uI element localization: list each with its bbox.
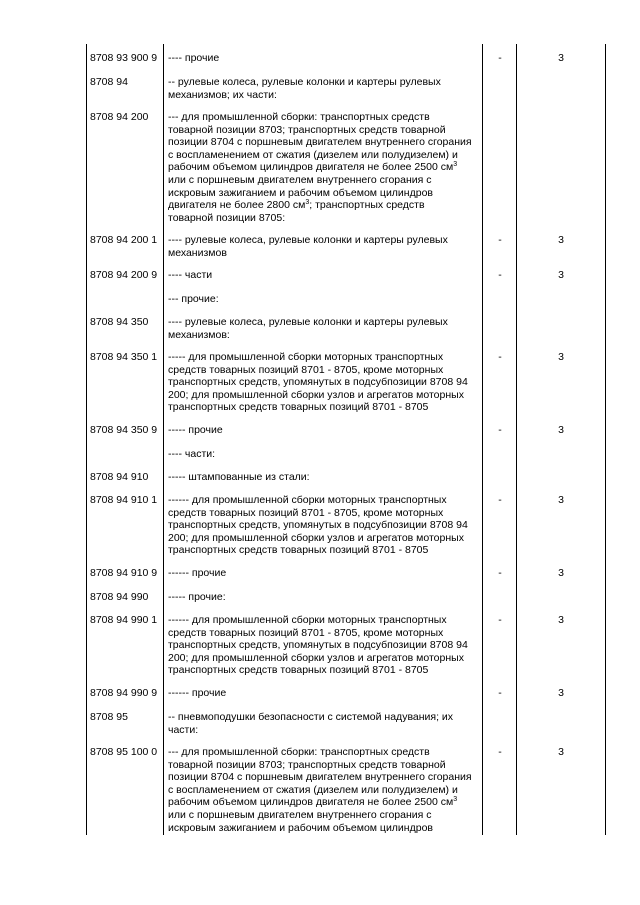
description-line: средств товарных позиций 8701 - 8705, кроме моторных <box>168 626 444 639</box>
description-line: двигателя не более 2800 $см^3$; транспортных средств <box>168 199 425 212</box>
row-description <box>168 494 480 557</box>
row-code: 8708 94 910 9 <box>90 567 158 579</box>
description-line: ---- рулевые колеса, рулевые колонки и картеры рулевых <box>168 316 448 328</box>
row-description <box>168 424 480 437</box>
row-column-3: - <box>498 614 502 626</box>
row-column-4: 3 <box>558 269 564 281</box>
description-line: ----- штампованные из стали: <box>168 471 310 483</box>
description-line: части: <box>168 723 199 736</box>
description-line: 200; для промышленной сборки узлов и агрегатов моторных <box>168 531 464 544</box>
row-description <box>168 591 480 604</box>
description-line: ------ прочие <box>168 687 227 699</box>
row-description <box>168 687 480 700</box>
row-column-4: 3 <box>558 614 564 626</box>
row-description <box>168 567 480 580</box>
row-column-3: - <box>498 269 502 281</box>
row-column-4: 3 <box>558 52 564 64</box>
row-column-4: 3 <box>558 494 564 506</box>
row-code: 8708 94 990 1 <box>90 614 158 626</box>
row-code: 8708 94 350 1 <box>90 351 158 363</box>
description-line: транспортных средств, упомянутых в подсубпозиции 8708 94 <box>168 639 468 652</box>
description-line: транспортных средств, упомянутых в подсубпозиции 8708 94 <box>168 376 468 389</box>
description-line: или с поршневым двигателем внутреннего сгорания с <box>168 173 432 186</box>
description-line: позиции 8704 с поршневым двигателем внутреннего сгорания <box>168 136 472 149</box>
description-line: -- рулевые колеса, рулевые колонки и картеры рулевых <box>168 76 441 88</box>
description-line: --- для промышленной сборки: транспортных средств <box>168 111 430 123</box>
description-line: искровым зажиганием и рабочим объемом цилиндров <box>168 821 433 834</box>
row-description <box>168 711 480 736</box>
row-column-4: 3 <box>558 746 564 758</box>
row-code: 8708 94 <box>90 76 128 88</box>
description-line: механизмов; их части: <box>168 88 277 101</box>
description-line: 200; для промышленной сборки узлов и агрегатов моторных <box>168 651 464 664</box>
description-line: с воспламенением от сжатия (дизелем или полудизелем) и <box>168 783 458 796</box>
row-code: 8708 94 350 <box>90 316 149 328</box>
row-column-3: - <box>498 494 502 506</box>
row-column-4: 3 <box>558 424 564 436</box>
description-line: 200; для промышленной сборки узлов и агрегатов моторных <box>168 388 464 401</box>
description-line: ------ для промышленной сборки моторных транспортных <box>168 614 447 626</box>
column-divider <box>163 44 164 835</box>
description-line: механизмов <box>168 246 227 259</box>
row-description <box>168 746 480 834</box>
description-line: ----- прочие <box>168 424 223 436</box>
description-line: или с поршневым двигателем внутреннего сгорания с <box>168 808 432 821</box>
row-column-3: - <box>498 234 502 246</box>
description-line: -- пневмоподушки безопасности с системой надувания; их <box>168 711 454 723</box>
description-line: искровым зажиганием и рабочим объемом цилиндров <box>168 186 433 199</box>
row-code: 8708 95 <box>90 711 128 723</box>
description-line: --- для промышленной сборки: транспортных средств <box>168 746 430 758</box>
description-line: транспортных средств товарных позиций 8701 - 8705 <box>168 401 429 414</box>
row-description <box>168 614 480 677</box>
description-line: товарной позиции 8703; транспортных средств товарной <box>168 758 446 771</box>
row-description <box>168 351 480 414</box>
column-divider <box>605 44 606 835</box>
description-line: ------ для промышленной сборки моторных транспортных <box>168 494 447 506</box>
description-line: транспортных средств, упомянутых в подсубпозиции 8708 94 <box>168 519 468 532</box>
row-column-3: - <box>498 687 502 699</box>
description-line: средств товарных позиций 8701 - 8705, кроме моторных <box>168 363 444 376</box>
row-description <box>168 269 480 282</box>
row-column-4: 3 <box>558 687 564 699</box>
row-column-4: 3 <box>558 234 564 246</box>
description-line: ---- части <box>168 269 213 281</box>
row-description <box>168 471 480 484</box>
row-description <box>168 76 480 101</box>
description-line: транспортных средств товарных позиций 8701 - 8705 <box>168 664 429 677</box>
description-line: средств товарных позиций 8701 - 8705, кроме моторных <box>168 506 444 519</box>
row-description <box>168 293 480 306</box>
column-divider <box>482 44 483 835</box>
row-column-4: 3 <box>558 351 564 363</box>
row-code: 8708 94 910 <box>90 471 149 483</box>
row-column-3: - <box>498 746 502 758</box>
description-line: товарной позиции 8703; транспортных средств товарной <box>168 123 446 136</box>
description-line: ----- для промышленной сборки моторных транспортных <box>168 351 444 363</box>
row-code: 8708 95 100 0 <box>90 746 158 758</box>
row-column-3: - <box>498 424 502 436</box>
description-line: позиции 8704 с поршневым двигателем внутреннего сгорания <box>168 771 472 784</box>
row-column-3: - <box>498 351 502 363</box>
row-code: 8708 94 990 <box>90 591 149 603</box>
description-line: с воспламенением от сжатия (дизелем или полудизелем) и <box>168 148 458 161</box>
row-code: 8708 94 200 <box>90 111 149 123</box>
description-line: --- прочие: <box>168 293 219 305</box>
row-description <box>168 448 480 461</box>
row-description <box>168 52 480 65</box>
row-column-4: 3 <box>558 567 564 579</box>
row-column-3: - <box>498 567 502 579</box>
description-line: ---- прочие <box>168 52 220 64</box>
row-description <box>168 316 480 341</box>
description-line: рабочим объемом цилиндров двигателя не более 2500 $см^3$ <box>168 161 458 174</box>
description-line: транспортных средств товарных позиций 8701 - 8705 <box>168 544 429 557</box>
row-code: 8708 93 900 9 <box>90 52 158 64</box>
description-line: ------ прочие <box>168 567 227 579</box>
description-line: ---- части: <box>168 448 216 460</box>
row-code: 8708 94 200 1 <box>90 234 158 246</box>
row-code: 8708 94 350 9 <box>90 424 158 436</box>
description-line: механизмов: <box>168 328 230 341</box>
row-code: 8708 94 200 9 <box>90 269 158 281</box>
description-line: ----- прочие: <box>168 591 226 603</box>
description-line: рабочим объемом цилиндров двигателя не более 2500 $см^3$ <box>168 796 458 809</box>
description-line: товарной позиции 8705: <box>168 211 286 224</box>
column-divider <box>86 44 87 835</box>
row-code: 8708 94 990 9 <box>90 687 158 699</box>
row-code: 8708 94 910 1 <box>90 494 158 506</box>
row-column-3: - <box>498 52 502 64</box>
row-description <box>168 234 480 259</box>
row-description <box>168 111 480 224</box>
column-divider <box>516 44 517 835</box>
description-line: ---- рулевые колеса, рулевые колонки и картеры рулевых <box>168 234 448 246</box>
